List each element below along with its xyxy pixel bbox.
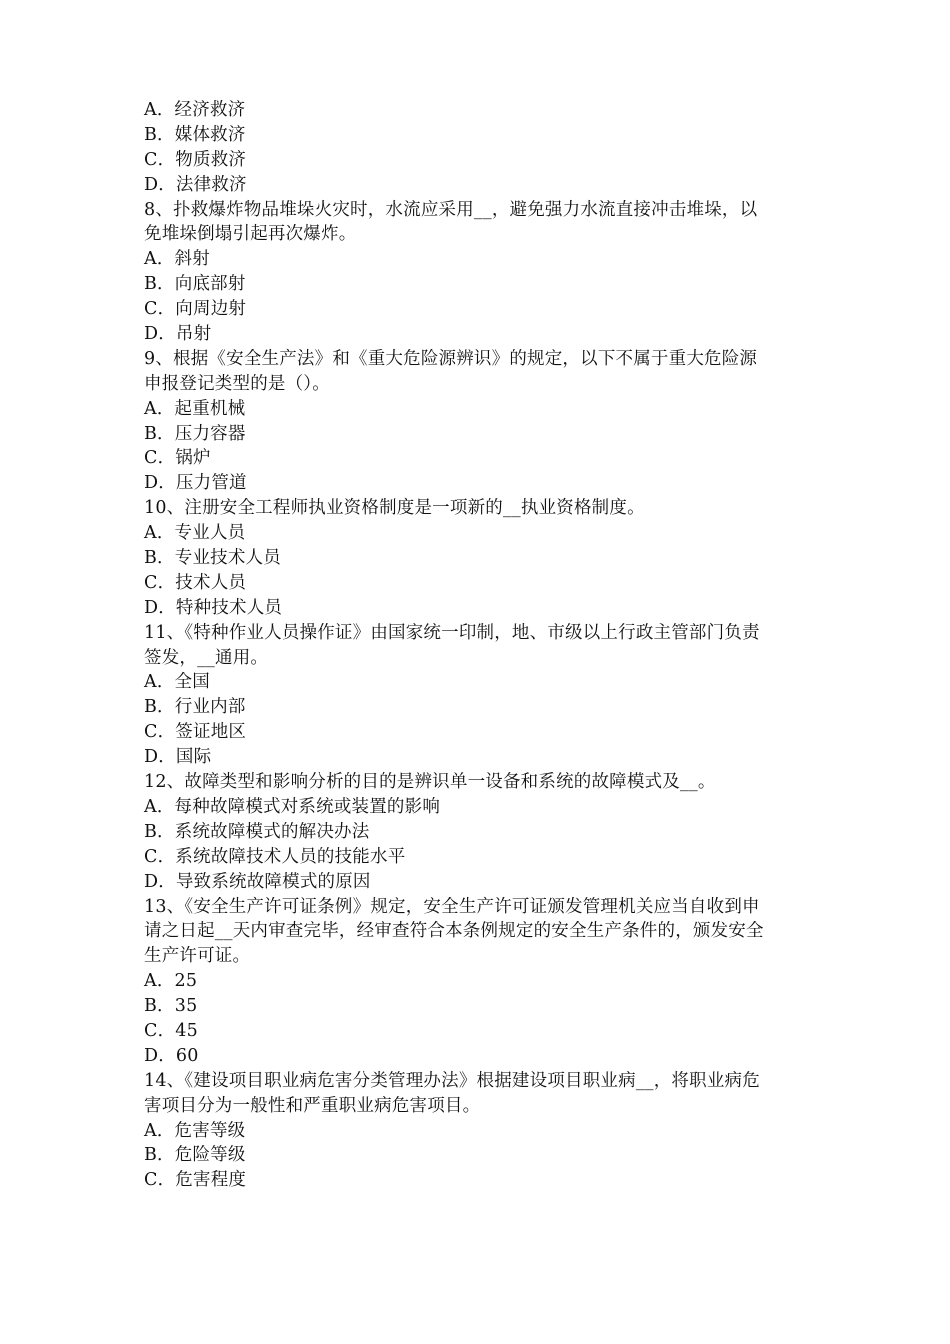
question-11 [144, 621, 814, 770]
option-line: A．起重机械 [144, 398, 246, 419]
option-line: C．向周边射 [144, 299, 247, 320]
option-line: A．经济救济 [144, 100, 246, 120]
question-9 [144, 347, 814, 496]
question-stem: 害项目分为一般性和严重职业病危害项目。 [144, 1095, 481, 1116]
option-line: C．45 [144, 1020, 198, 1041]
question-stem: 12、故障类型和影响分析的目的是辨识单一设备和系统的故障模式及__。 [144, 772, 716, 793]
question-10 [144, 496, 814, 620]
option-line: D．60 [144, 1045, 199, 1066]
option-line: A．全国 [144, 672, 210, 693]
option-line: A．斜射 [144, 249, 210, 270]
option-line: C．锅炉 [144, 448, 211, 469]
question-stem: 9、根据《安全生产法》和《重大危险源辨识》的规定，以下不属于重大危险源 [144, 348, 758, 369]
question-13 [144, 895, 814, 1069]
option-line: C．签证地区 [144, 722, 247, 743]
option-line: D．压力管道 [144, 473, 247, 494]
option-line: C．系统故障技术人员的技能水平 [144, 846, 406, 867]
previous-question-options [144, 98, 814, 198]
option-line: B．行业内部 [144, 697, 246, 718]
option-line: A．25 [144, 971, 198, 992]
question-stem: 请之日起__天内审查完毕，经审查符合本条例规定的安全生产条件的，颁发安全 [144, 921, 764, 942]
option-line: B．专业技术人员 [144, 548, 281, 569]
option-line: B．媒体救济 [144, 124, 246, 145]
option-line: B．35 [144, 996, 198, 1017]
question-stem: 免堆垛倒塌引起再次爆炸。 [144, 224, 357, 245]
question-stem: 8、扑救爆炸物品堆垛火灾时，水流应采用__，避免强力水流直接冲击堆垛，以 [144, 199, 758, 220]
option-line: D．特种技术人员 [144, 597, 283, 618]
question-stem: 签发，__通用。 [144, 647, 269, 668]
question-stem: 生产许可证。 [144, 946, 251, 967]
question-stem: 10、注册安全工程师执业资格制度是一项新的__执业资格制度。 [144, 498, 645, 519]
option-line: B．危险等级 [144, 1145, 246, 1166]
option-line: B．压力容器 [144, 423, 246, 444]
document-body [144, 98, 814, 1193]
option-line: B．向底部射 [144, 274, 246, 295]
option-line: D．法律救济 [144, 174, 247, 195]
question-stem: 14、《建设项目职业病危害分类管理办法》根据建设项目职业病__，将职业病危 [144, 1070, 760, 1091]
option-line: C．物质救济 [144, 149, 247, 170]
option-line: A．危害等级 [144, 1120, 246, 1141]
question-12 [144, 770, 814, 894]
option-line: D．国际 [144, 747, 212, 768]
option-line: A．每种故障模式对系统或装置的影响 [144, 796, 441, 817]
option-line: B．系统故障模式的解决办法 [144, 821, 370, 842]
question-stem: 11、《特种作业人员操作证》由国家统一印制，地、市级以上行政主管部门负责 [144, 622, 760, 643]
option-line: C．技术人员 [144, 572, 247, 593]
question-8 [144, 198, 814, 347]
question-stem: 申报登记类型的是（）。 [144, 373, 330, 394]
option-line: C．危害程度 [144, 1170, 247, 1191]
option-line: D．吊射 [144, 324, 212, 345]
question-stem: 13、《安全生产许可证条例》规定，安全生产许可证颁发管理机关应当自收到申 [144, 896, 760, 917]
option-line: D．导致系统故障模式的原因 [144, 871, 371, 892]
question-14 [144, 1069, 814, 1193]
option-line: A．专业人员 [144, 523, 246, 544]
